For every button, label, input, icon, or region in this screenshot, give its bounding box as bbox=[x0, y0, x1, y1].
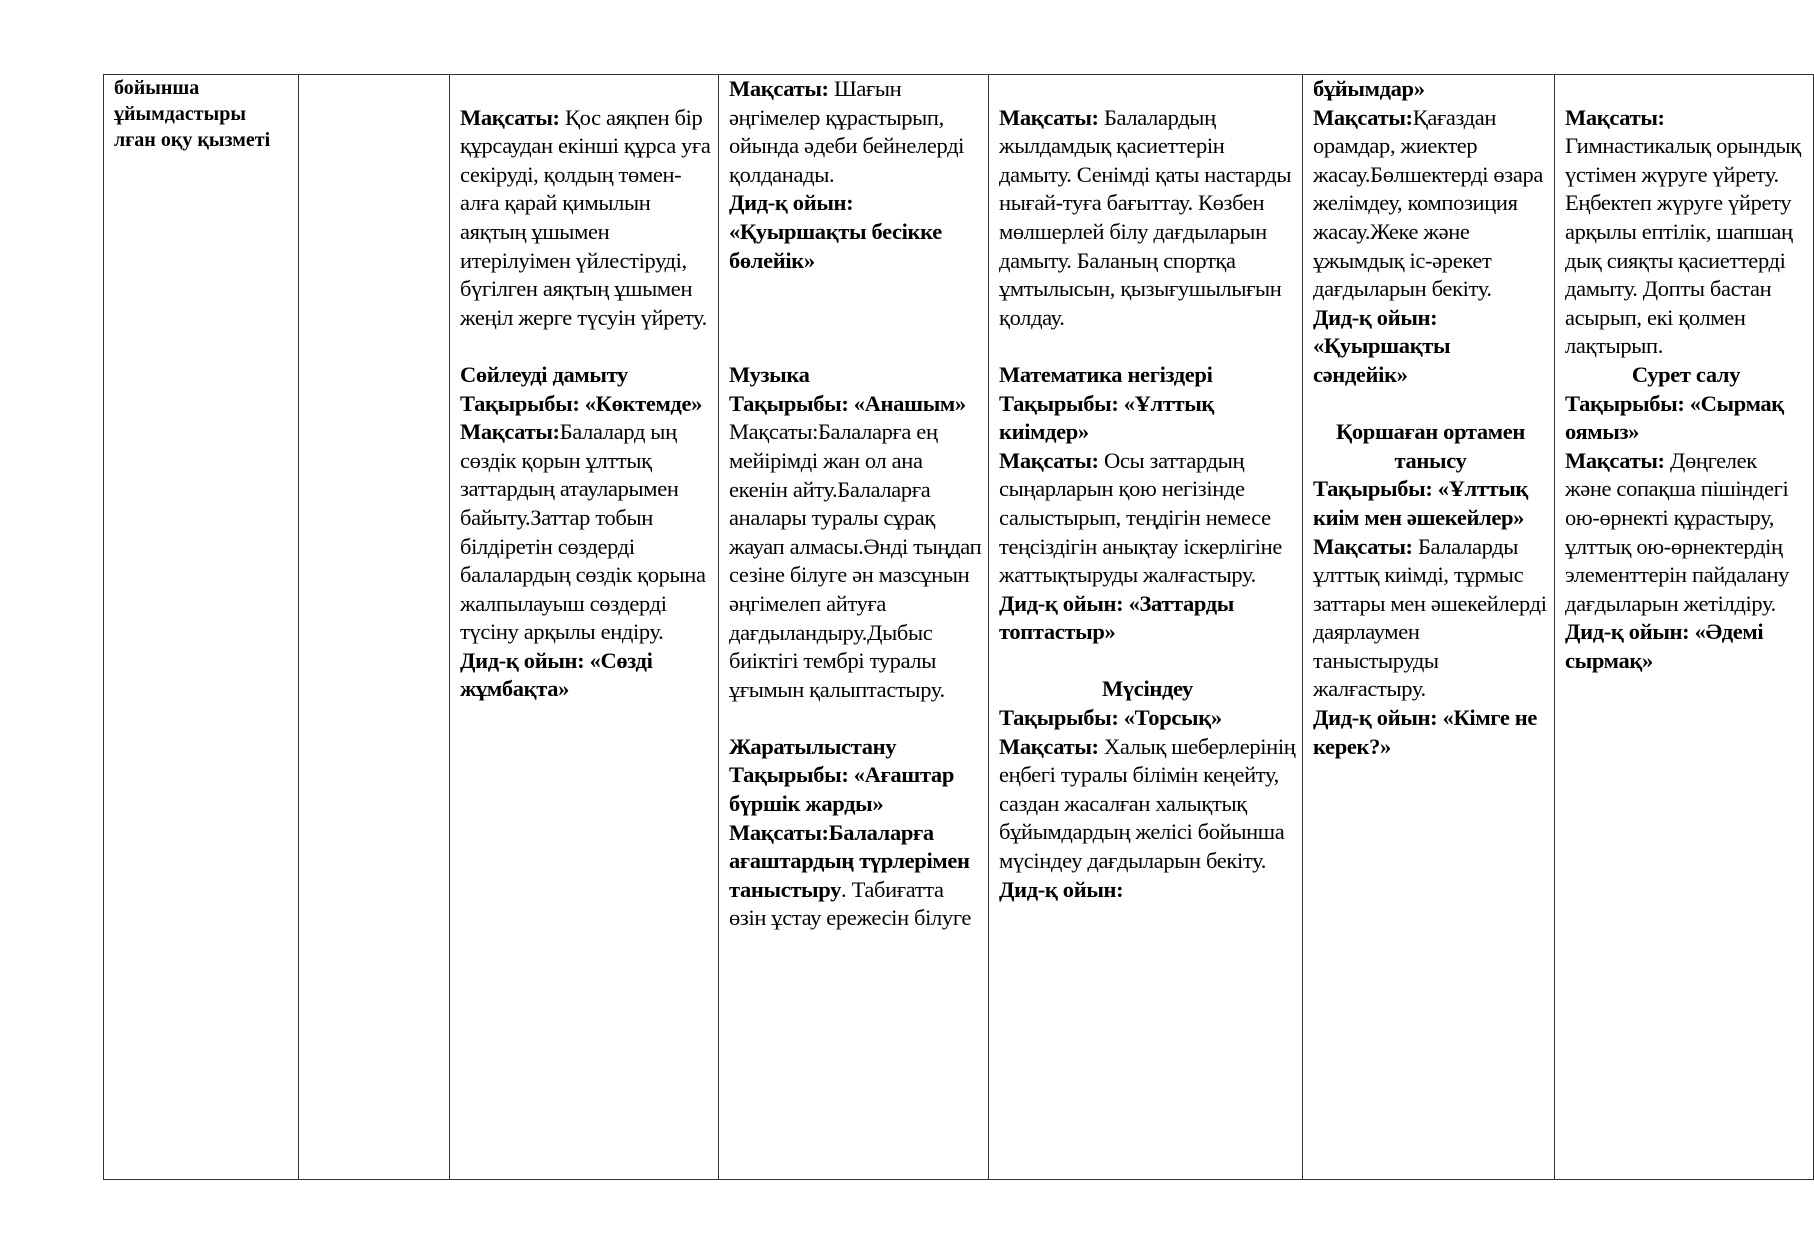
didactic-game: Дид-қ ойын: «Заттарды топтастыр» bbox=[999, 590, 1235, 645]
monday-activities-cell bbox=[450, 75, 719, 1180]
topic: Тақырыбы: «Сырмақ оямыз» bbox=[1565, 390, 1784, 445]
label: Мақсаты: bbox=[1313, 104, 1413, 130]
label: Мақсаты: bbox=[1565, 447, 1665, 473]
paragraph bbox=[729, 75, 982, 189]
label: Мақсаты: bbox=[999, 447, 1099, 473]
empty-cell bbox=[299, 75, 450, 1180]
text: Халық шеберлерінің еңбегі туралы білімін кеңейту, саздан жасалған халықтық бұйымдардың желісі бойынша мүсіндеу дағдыларын бекіту. bbox=[999, 733, 1296, 874]
paragraph bbox=[729, 819, 982, 933]
didactic-game: Дид-қ ойын: «Әдемі сырмақ» bbox=[1565, 619, 1764, 673]
paragraph bbox=[460, 104, 712, 333]
subject-title: Математика негіздері bbox=[999, 361, 1213, 387]
topic-continued: бұйымдар» bbox=[1313, 76, 1425, 101]
lesson-plan-table bbox=[103, 74, 1814, 1180]
topic: Тақырыбы: «Көктемде» bbox=[460, 390, 703, 416]
label: Мақсаты: bbox=[999, 733, 1099, 759]
paragraph bbox=[1313, 104, 1548, 304]
text: Қос аяқпен бір құрсаудан екінші құрса уға секіруді, қолдың төмен-алға қарай қимылын аяқтың ұшымен итерілуімен үйлестіруді, бүгілген аяқтың ұшымен жеңіл жерге түсуін үйрету. bbox=[460, 104, 711, 330]
subject-title: Музыка bbox=[729, 362, 810, 388]
label: Мақсаты: bbox=[1565, 104, 1665, 130]
subject-title: Жаратылыстану bbox=[729, 733, 897, 759]
label: Мақсаты: bbox=[999, 104, 1099, 130]
text: . Табиғатта өзін ұстау ережесін білуге bbox=[729, 876, 972, 931]
label: Мақсаты: bbox=[729, 76, 829, 101]
paragraph bbox=[999, 447, 1296, 590]
didactic-game: Дид-қ ойын: «Кімге не керек?» bbox=[1313, 705, 1538, 759]
topic: Тақырыбы: «Ағаштар бүршік жарды» bbox=[729, 762, 954, 817]
label: Мақсаты: bbox=[460, 104, 560, 130]
text: Гимнастикалық орындық үстімен жүруге үйрету. Еңбектеп жүруге үйрету арқылы ептілік, шапшаң дық сияқты қасиеттерді дамыту. Допты бастан асырып, екі қолмен лақтырып. bbox=[1565, 133, 1801, 359]
thursday-activities-cell bbox=[1303, 75, 1555, 1180]
subject-title: Сөйлеуді дамыту bbox=[460, 361, 628, 387]
topic: Тақырыбы: «Ұлттық киім мен әшекейлер» bbox=[1313, 476, 1529, 530]
didactic-game: Дид-қ ойын: «Қуыршақты бесікке бөлейік» bbox=[729, 190, 942, 273]
text: Дөңгелек және сопақша пішіндегі ою-өрнекті құрастыру, ұлттық ою-өрнектердің элементтерін пайдалану дағдыларын жетілдіру. bbox=[1565, 447, 1790, 616]
paragraph bbox=[1565, 104, 1807, 361]
label: Мақсаты: bbox=[460, 419, 560, 445]
paragraph bbox=[460, 418, 712, 647]
subject-title: Мүсіндеу bbox=[1102, 676, 1193, 702]
topic: Тақырыбы: «Анашым» bbox=[729, 390, 966, 416]
text: Балалардың жылдамдық қасиеттерін дамыту. Сенімді қаты настарды нығай-туға бағыттау. Көзбен мөлшерлей білу дағдыларын дамыту. Баланың спортқа ұмтылысын, қызығушылығын қолдау. bbox=[999, 104, 1292, 330]
text: Қағаздан орамдар, жиектер жасау.Бөлшектерді өзара желімдеу, композиция жасау.Жеке және ұжымдық іс-әрекет дағдыларын бекіту. bbox=[1313, 104, 1544, 302]
topic: Тақырыбы: «Торсық» bbox=[999, 705, 1222, 731]
paragraph bbox=[1313, 533, 1548, 705]
text: Шағын әңгімелер құрастырып, ойында әдеби бейнелерді қолданады. bbox=[729, 76, 965, 187]
didactic-game: Дид-қ ойын: «Сөзді жұмбақта» bbox=[460, 647, 653, 702]
tuesday-activities-cell bbox=[719, 75, 989, 1180]
didactic-game: Дид-қ ойын: bbox=[999, 876, 1124, 902]
paragraph bbox=[999, 104, 1296, 333]
label: Мақсаты:Балаларға ағаштардың түрлерімен таныстыру bbox=[729, 819, 970, 902]
wednesday-activities-cell bbox=[989, 75, 1303, 1180]
row-header-text: бойынша ұйымдастыры лған оқу қызметі bbox=[114, 77, 271, 151]
subject-title: Қоршаған ортамен танысу bbox=[1335, 419, 1526, 473]
subject-title: Сурет салу bbox=[1631, 361, 1741, 387]
friday-activities-cell bbox=[1555, 75, 1814, 1180]
didactic-game: Дид-қ ойын: «Қуыршақты сәндейік» bbox=[1313, 304, 1451, 387]
paragraph bbox=[999, 733, 1296, 876]
label: Мақсаты: bbox=[1313, 533, 1413, 559]
text: Мақсаты:Балаларға ең мейірімді жан ол ана екенін айту.Балаларға аналары туралы сұрақ жауап алмасы.Әнді тыңдап сезіне білуге ән мазсұнын әңгімелеп айтуға дағдыландыру.Дыбыс биіктігі тембрі туралы ұғымын қалыптастыру. bbox=[729, 419, 982, 702]
row-header-cell bbox=[104, 75, 299, 1180]
text: Осы заттардың сыңарларын қою негізінде салыстырып, теңдігін немесе теңсіздігін анықтау іскерлігіне жаттықтыруды жалғастыру. bbox=[999, 447, 1283, 588]
paragraph bbox=[1565, 447, 1807, 619]
topic: Тақырыбы: «Ұлттық киімдер» bbox=[999, 390, 1215, 445]
text: Балаларды ұлттық киімді, тұрмыс заттары мен әшекейлерді даярлаумен таныстыруды жалғастыру. bbox=[1313, 533, 1547, 702]
text: Балалард ың сөздік қорын ұлттық заттардың атауларымен байыту.Заттар тобын білдіретін сөздерді балалардың сөздік қорына жалпылауыш сөздерді түсіну арқылы ендіру. bbox=[460, 419, 706, 645]
table-row bbox=[104, 75, 1814, 1180]
